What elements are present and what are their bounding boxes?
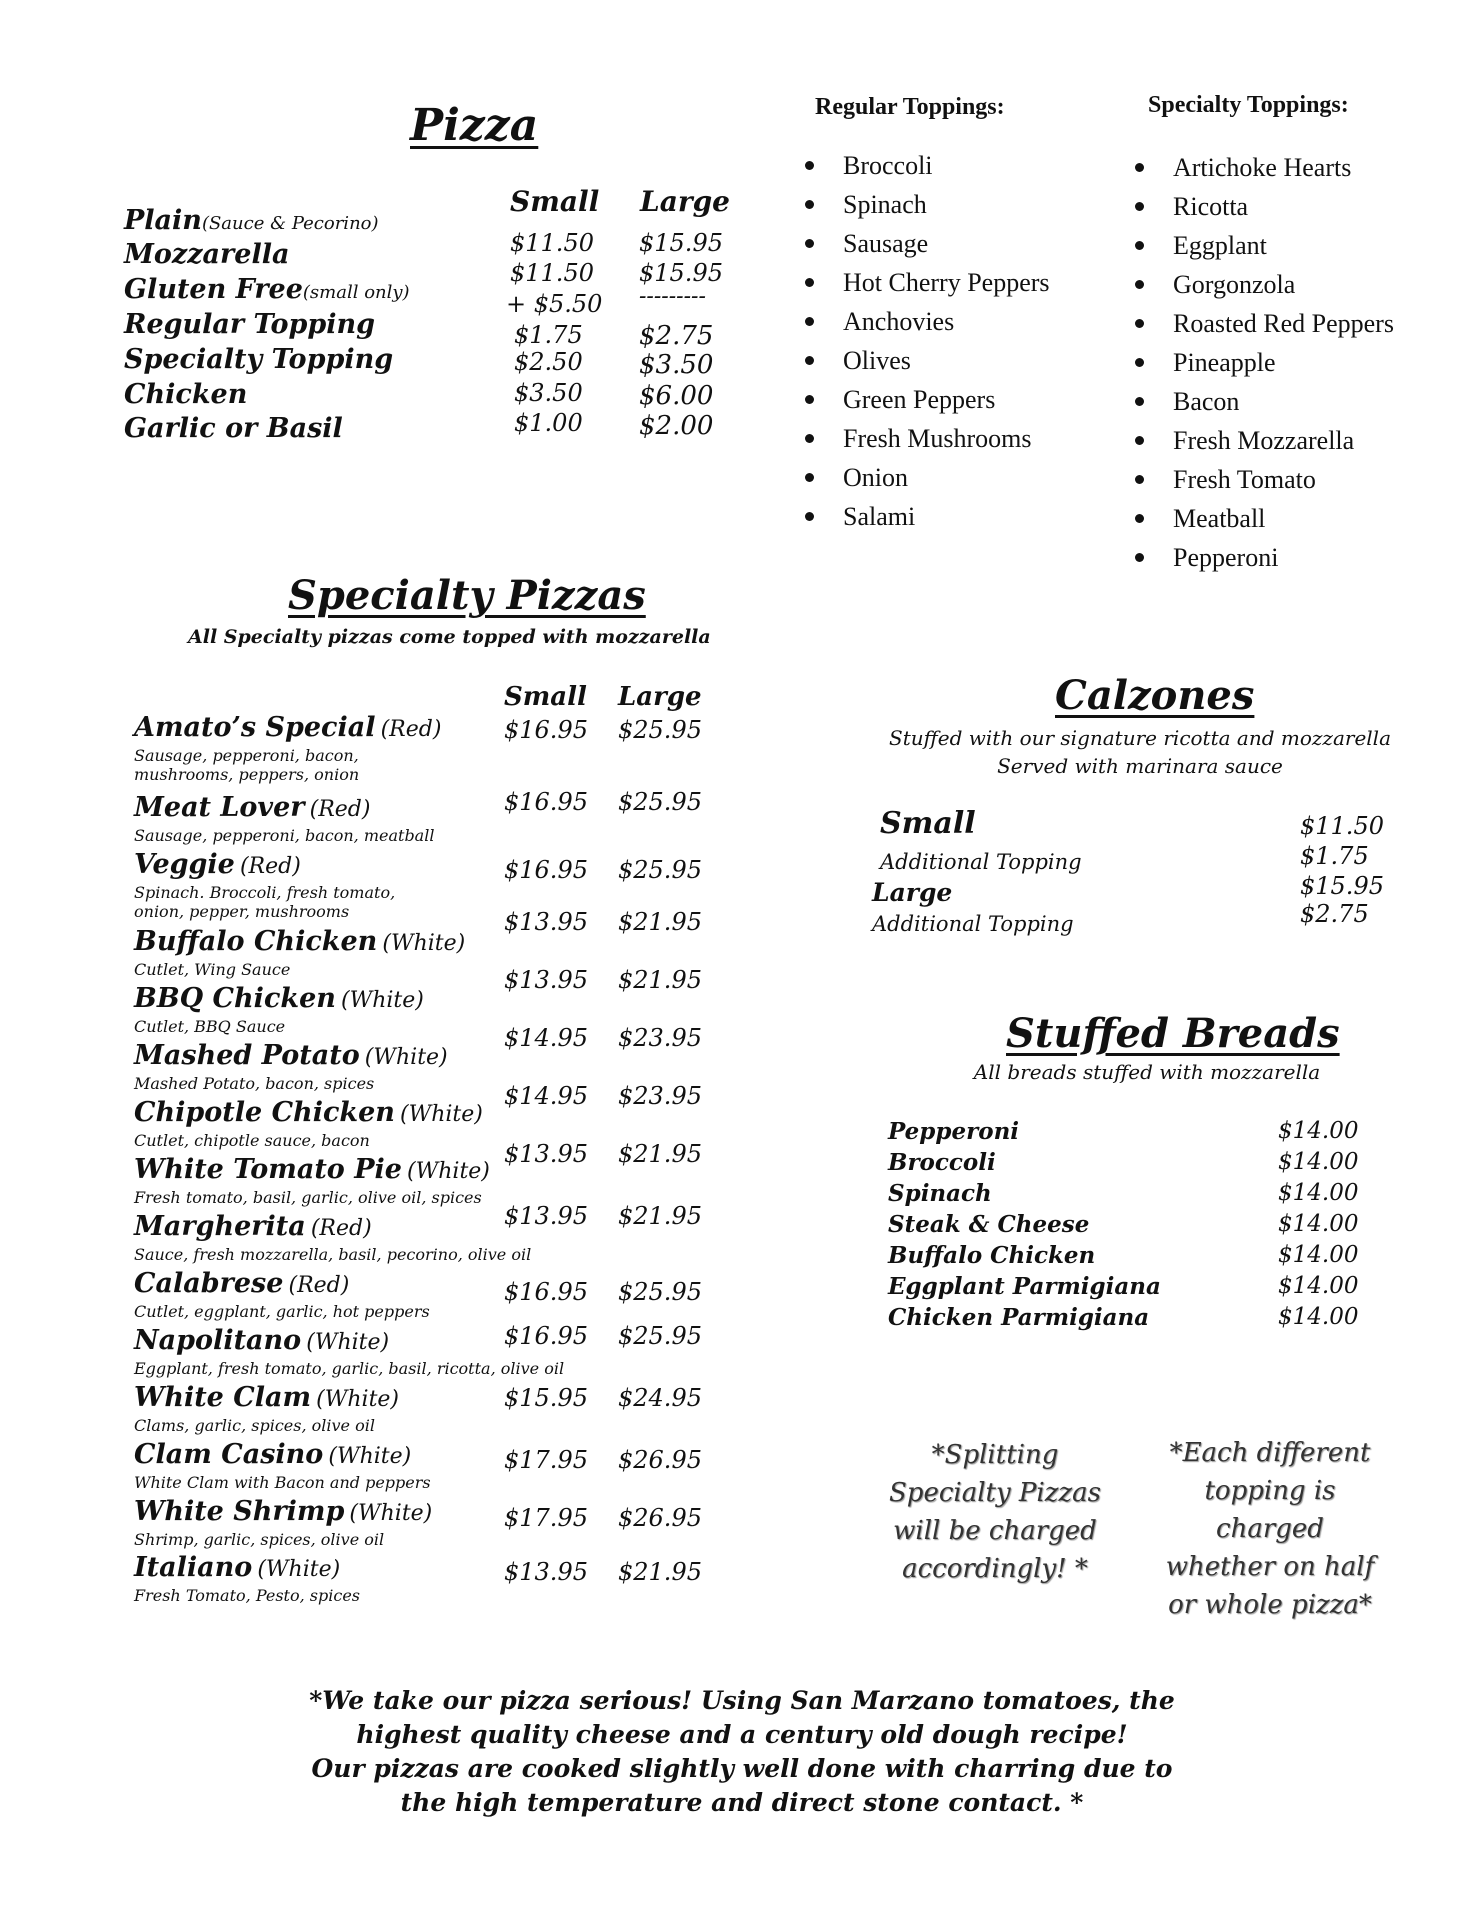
pizza-large-price: $25.95 [618,716,702,744]
note-line: *Each different [1169,1438,1371,1468]
bread-price: $14.00 [1278,1180,1359,1206]
pizza-name: Chipotle Chicken [134,1097,395,1128]
pizza-description: Cutlet, BBQ Sauce [134,1017,286,1036]
topping-label: Hot Cherry Peppers [843,268,1050,297]
topping-label: Onion [843,463,908,492]
pizza-sauce: (Red) [310,1216,372,1241]
topping-item [1135,187,1394,226]
pizza-small-price: $15.95 [504,1384,588,1412]
pizza-sauce: (White) [407,1159,490,1184]
pizza-name: Amato’s Special [134,712,376,743]
pizza-name-line [134,983,424,1014]
specialty-small-header: Small [504,682,587,712]
pizza-sauce: (Red) [309,797,371,822]
bread-price: $14.00 [1278,1118,1359,1144]
pizza-description: Fresh tomato, basil, garlic, olive oil, spices [134,1188,482,1207]
topping-label: Gorgonzola [1173,270,1296,299]
pizza-name-line [134,1439,411,1470]
topping-item [1135,499,1394,538]
pizza-name-line [134,849,301,880]
pizza-description: Sauce, fresh mozzarella, basil, pecorino, olive oil [134,1245,532,1264]
pizza-sauce: (Red) [380,717,442,742]
topping-label: Fresh Tomato [1173,465,1316,494]
pizza-name: Buffalo Chicken [134,926,378,957]
bread-name: Buffalo Chicken [888,1242,1096,1269]
pizza-large-price: $25.95 [618,788,702,816]
pizza-small-price: $14.95 [504,1024,588,1052]
specialty-toppings-list [1135,148,1394,577]
pizza-small-price: $13.95 [504,1558,588,1586]
pizza-small-price: $16.95 [504,856,588,884]
topping-item [1135,226,1394,265]
pizza-sauce: (White) [316,1387,400,1412]
pizza-name: Italiano [134,1552,253,1583]
bullet-icon [1135,553,1144,562]
topping-label: Pineapple [1173,348,1276,377]
pizza-description: Sausage, pepperoni, bacon, meatball [134,826,435,845]
topping-item [805,458,1050,497]
topping-item [805,419,1050,458]
stuffed-breads-title: Stuffed Breads [1006,1010,1340,1057]
topping-label: Green Peppers [843,385,996,414]
pizza-large-price: $21.95 [618,1140,702,1168]
note-line: Specialty Pizzas [889,1478,1101,1508]
pizza-description: mushrooms, peppers, onion [134,765,360,784]
specialty-toppings-title: Specialty Toppings: [1148,92,1349,118]
bullet-icon [805,395,814,404]
topping-label: Anchovies [843,307,955,336]
pizza-sauce: (White) [328,1444,412,1469]
note-line: will be charged [893,1516,1097,1546]
bread-price: $14.00 [1278,1304,1359,1330]
pizza-name: BBQ Chicken [134,983,336,1014]
pizza-large-price: $26.95 [618,1504,702,1532]
topping-label: Fresh Mushrooms [843,424,1032,453]
topping-item [1135,382,1394,421]
note-line: *Splitting [931,1440,1059,1470]
pizza-description: Spinach. Broccoli, fresh tomato, [134,883,396,902]
note-line: charged [1216,1514,1324,1544]
topping-label: Ricotta [1173,192,1249,221]
pizza-name-line [134,1552,340,1583]
topping-label: Sausage [843,229,929,258]
pizza-description: Mashed Potato, bacon, spices [134,1074,375,1093]
pizza-description: Shrimp, garlic, spices, olive oil [134,1530,385,1549]
pizza-large-price: $21.95 [618,908,702,936]
bread-price: $14.00 [1278,1242,1359,1268]
pizza-name: Mashed Potato [134,1040,360,1071]
topping-item [1135,265,1394,304]
regular-toppings-list [805,146,1050,536]
pizza-small-price: $13.95 [504,908,588,936]
pizza-name: Calabrese [134,1268,284,1299]
pizza-large-price: $24.95 [618,1384,702,1412]
topping-label: Spinach [843,190,927,219]
pizza-large-header: Large [640,185,730,218]
pizza-small-price: $13.95 [504,966,588,994]
bullet-icon [805,356,814,365]
pizza-small-header: Small [510,185,600,218]
calzone-small-additional-label: Additional Topping [880,850,1082,874]
pizza-name-line [134,926,465,957]
pizza-small-price: $16.95 [504,788,588,816]
bread-name: Broccoli [888,1149,996,1176]
pizza-small-price: $16.95 [504,1278,588,1306]
pizza-small-price: $13.95 [504,1202,588,1230]
pizza-large-price: $26.95 [618,1446,702,1474]
pizza-name: Margherita [134,1211,306,1242]
pizza-name-line [134,1097,483,1128]
bullet-icon [1135,475,1144,484]
calzones-subtitle-1: Stuffed with our signature ricotta and mozzarella [889,726,1391,750]
pizza-description: White Clam with Bacon and peppers [134,1473,431,1492]
footer-line: Our pizzas are cooked slightly well done with charring due to [311,1754,1173,1783]
pizza-name: Clam Casino [134,1439,324,1470]
bullet-icon [805,161,814,170]
bread-name: Pepperoni [888,1118,1020,1145]
pizza-small-price: $17.95 [504,1446,588,1474]
calzone-large-additional-label: Additional Topping [872,912,1074,936]
topping-label: Meatball [1173,504,1266,533]
stuffed-breads-list [888,1118,1359,1338]
calzone-large-price: $15.95 [1300,872,1384,900]
pizza-name: White Tomato Pie [134,1154,402,1185]
pizza-sauce: (White) [382,931,466,956]
calzone-small-label: Small [880,806,976,841]
regular-toppings-title: Regular Toppings: [815,94,1005,120]
topping-label: Bacon [1173,387,1240,416]
bread-name: Eggplant Parmigiana [888,1273,1161,1300]
pizza-description: Cutlet, Wing Sauce [134,960,291,979]
topping-item [805,497,1050,536]
note-line: topping is [1204,1476,1336,1506]
topping-item [1135,538,1394,577]
footer-line: the high temperature and direct stone contact. * [400,1788,1084,1817]
bread-name: Steak & Cheese [888,1211,1090,1238]
pizza-sauce: (White) [364,1045,448,1070]
stuffed-breads-subtitle: All breads stuffed with mozzarella [973,1060,1321,1084]
pizza-name-line [134,1382,399,1413]
bullet-icon [805,512,814,521]
calzones-title: Calzones [1055,672,1255,719]
bullet-icon [805,200,814,209]
pizza-description: Clams, garlic, spices, olive oil [134,1416,375,1435]
pizza-name: White Clam [134,1382,312,1413]
bread-name: Spinach [888,1180,992,1207]
pizza-name: Napolitano [134,1325,302,1356]
pizza-large-price: $21.95 [618,1202,702,1230]
topping-item [1135,421,1394,460]
specialty-pizzas-subtitle: All Specialty pizzas come topped with mozzarella [188,626,711,648]
pizza-name-line [134,1325,389,1356]
topping-item [805,380,1050,419]
footer-statement [0,1684,1484,1820]
pizza-sauce: (White) [341,988,424,1013]
pizza-small-price: $17.95 [504,1504,588,1532]
topping-item [1135,460,1394,499]
calzone-small-additional-price: $1.75 [1300,842,1369,870]
topping-item [1135,148,1394,187]
bread-price: $14.00 [1278,1149,1359,1175]
bullet-icon [1135,514,1144,523]
topping-label: Broccoli [843,151,933,180]
bullet-icon [805,278,814,287]
topping-item [805,146,1050,185]
bullet-icon [1135,397,1144,406]
calzone-large-additional-price: $2.75 [1300,900,1369,928]
pizza-small-price: $16.95 [504,716,588,744]
topping-item [1135,304,1394,343]
pizza-sauce: (White) [400,1102,483,1127]
pizza-large-price: $25.95 [618,1278,702,1306]
pizza-description: onion, pepper, mushrooms [134,902,350,921]
topping-item [805,185,1050,224]
pizza-description: Sausage, pepperoni, bacon, [134,746,359,765]
topping-label: Salami [843,502,916,531]
calzone-small-price: $11.50 [1300,812,1384,840]
specialty-pizzas-title: Specialty Pizzas [288,572,646,619]
calzone-large-label: Large [872,878,953,907]
pizza-sauce: (White) [349,1501,433,1526]
bullet-icon [1135,319,1144,328]
topping-label: Fresh Mozzarella [1173,426,1355,455]
bullet-icon [1135,163,1144,172]
pizza-name: Meat Lover [134,792,305,823]
bullet-icon [805,239,814,248]
topping-item [1135,343,1394,382]
bullet-icon [1135,241,1144,250]
splitting-note [870,1436,1120,1588]
note-line: whether on half [1165,1552,1375,1582]
note-line: accordingly! * [902,1554,1088,1584]
pizza-large-price: $23.95 [618,1082,702,1110]
pizza-title: Pizza [410,100,539,151]
pizza-name-line [134,1268,349,1299]
pizza-small-price: $13.95 [504,1140,588,1168]
pizza-large-price: $21.95 [618,1558,702,1586]
pizza-description: Fresh Tomato, Pesto, spices [134,1586,360,1605]
pizza-small-price: $14.95 [504,1082,588,1110]
pizza-small-price: $16.95 [504,1322,588,1350]
pizza-price-list: Plain(Sauce & Pecorino) $11.50 $15.95 Mozzarella $11.50 $15.95 Gluten Free(small only) + $5.50 --------- Regular Topping $1.75 $2.75 Specialty Topping $2.50 $3.50 Chicken $3.50 $6.00 Garlic or Basil $1.00 $2.00 [124,205,723,444]
bullet-icon [1135,436,1144,445]
bread-name: Chicken Parmigiana [888,1304,1150,1331]
bullet-icon [805,473,814,482]
pizza-name-line [134,792,370,823]
topping-note [1135,1434,1405,1624]
bullet-icon [805,317,814,326]
calzones-subtitle-2: Served with marinara sauce [997,754,1283,778]
pizza-large-price: $23.95 [618,1024,702,1052]
footer-line: highest quality cheese and a century old dough recipe! [356,1720,1128,1749]
footer-line: *We take our pizza serious! Using San Marzano tomatoes, the [309,1686,1175,1715]
pizza-large-price: $25.95 [618,856,702,884]
pizza-large-price: $25.95 [618,1322,702,1350]
bullet-icon [1135,202,1144,211]
topping-item [805,302,1050,341]
topping-item [805,263,1050,302]
bread-price: $14.00 [1278,1273,1359,1299]
pizza-name-line [134,1496,432,1527]
pizza-sauce: (Red) [288,1273,350,1298]
bread-price: $14.00 [1278,1211,1359,1237]
topping-label: Eggplant [1173,231,1267,260]
pizza-sauce: (Red) [239,854,301,879]
topping-label: Pepperoni [1173,543,1279,572]
pizza-description: Eggplant, fresh tomato, garlic, basil, ricotta, olive oil [134,1359,565,1378]
pizza-description: Cutlet, eggplant, garlic, hot peppers [134,1302,430,1321]
note-line: or whole pizza* [1168,1590,1372,1620]
bullet-icon [1135,280,1144,289]
pizza-sauce: (White) [257,1557,341,1582]
pizza-name-line [134,1154,490,1185]
bullet-icon [1135,358,1144,367]
topping-label: Artichoke Hearts [1173,153,1352,182]
pizza-description: Cutlet, chipotle sauce, bacon [134,1131,370,1150]
pizza-name-line [134,1211,372,1242]
topping-item [805,224,1050,263]
pizza-name: White Shrimp [134,1496,345,1527]
pizza-sauce: (White) [306,1330,390,1355]
pizza-name: Veggie [134,849,235,880]
bullet-icon [805,434,814,443]
specialty-pizza-list [134,712,734,1612]
specialty-large-header: Large [618,682,702,712]
topping-item [805,341,1050,380]
pizza-large-price: $21.95 [618,966,702,994]
topping-label: Roasted Red Peppers [1173,309,1394,338]
topping-label: Olives [843,346,911,375]
